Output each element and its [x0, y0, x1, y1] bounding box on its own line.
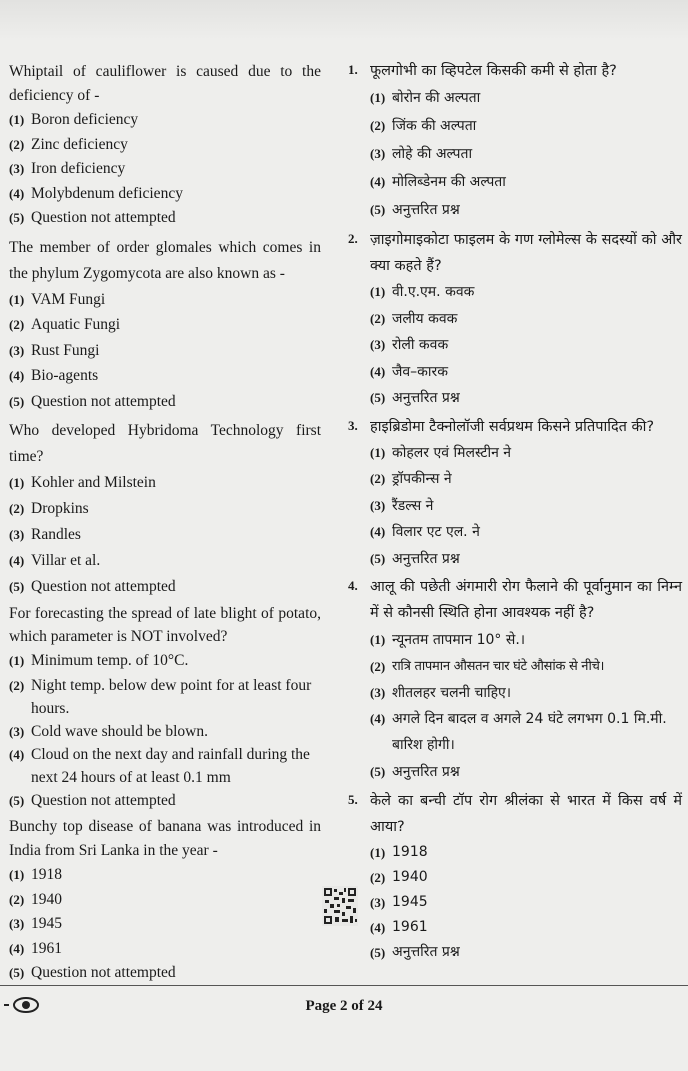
option-5[interactable] — [9, 389, 321, 415]
option-2[interactable] — [9, 133, 321, 158]
option-text: 1945 — [392, 894, 428, 910]
option-text: न्यूनतम तापमान 10° से.। — [392, 632, 526, 648]
question-1-hi — [348, 58, 682, 224]
option-number: (4) — [370, 174, 386, 189]
page-top-shadow — [0, 0, 688, 40]
option-3[interactable] — [348, 680, 682, 706]
option-number: (3) — [370, 895, 386, 910]
option-text: अनुत्तरित प्रश्न — [392, 550, 460, 567]
option-text: VAM Fungi — [31, 290, 106, 308]
option-text: Boron deficiency — [31, 111, 139, 128]
question-stem: Who developed Hybridoma Technology first time? — [9, 422, 321, 465]
option-text: Night temp. below dew point for at least four hours. — [31, 677, 312, 717]
option-text: 1940 — [31, 890, 62, 908]
option-number: (5) — [9, 965, 25, 980]
option-number: (5) — [9, 579, 25, 594]
question-stem: The member of order glomales which comes in the phylum Zygomycota are also known as - — [9, 238, 321, 282]
option-text: रैंडल्स ने — [392, 497, 434, 514]
option-number: (2) — [9, 678, 25, 693]
option-number: (5) — [370, 945, 386, 960]
option-4[interactable] — [9, 937, 321, 962]
option-text: 1961 — [31, 939, 62, 957]
option-text: 1918 — [392, 844, 428, 860]
question-1-en — [9, 60, 321, 231]
option-2[interactable] — [9, 496, 321, 522]
option-number: (2) — [370, 870, 386, 885]
option-text: Zinc deficiency — [31, 135, 128, 153]
option-2[interactable] — [348, 865, 682, 890]
option-text: जलीय कवक — [392, 310, 458, 327]
option-3[interactable] — [348, 493, 682, 520]
english-column — [9, 60, 321, 986]
footer-divider — [0, 985, 688, 986]
option-4[interactable] — [348, 519, 682, 546]
option-5[interactable] — [9, 961, 321, 986]
option-text: ड्रॉपकीन्स ने — [392, 471, 452, 487]
option-3[interactable] — [348, 332, 682, 359]
option-3[interactable] — [9, 338, 321, 364]
option-text: Question not attempted — [31, 792, 176, 809]
option-number: (1) — [370, 444, 386, 460]
option-text: Bio-agents — [31, 367, 99, 384]
option-number: (3) — [9, 161, 25, 176]
option-text: 1945 — [31, 915, 62, 932]
option-4[interactable] — [348, 706, 682, 758]
option-number: (5) — [9, 793, 25, 808]
option-5[interactable] — [348, 758, 682, 786]
option-text: शीतलहर चलनी चाहिए। — [392, 685, 512, 701]
option-number: (3) — [9, 527, 25, 542]
option-1[interactable] — [348, 279, 682, 306]
question-4-hi — [348, 574, 682, 786]
qr-code-icon — [322, 886, 358, 926]
question-5-hi — [348, 788, 682, 965]
option-number: (5) — [370, 202, 386, 217]
option-number: (5) — [370, 390, 386, 405]
question-stem: Bunchy top disease of banana was introduced in India from Sri Lanka in the year - — [9, 818, 321, 859]
question-stem: ज़ाइगोमाइकोटा फाइलम के गण ग्लोमेल्स के सदस्यों को और क्या कहते हैं? — [370, 232, 682, 274]
option-text: अनुत्तरित प्रश्न — [392, 764, 460, 780]
option-number: (1) — [370, 284, 386, 299]
option-text: जिंक की अल्पता — [392, 118, 477, 134]
option-number: (1) — [370, 845, 386, 860]
option-4[interactable] — [9, 743, 321, 789]
option-5[interactable] — [348, 385, 682, 412]
question-2-en — [9, 235, 321, 415]
option-number: (2) — [9, 891, 25, 907]
option-number: (1) — [9, 653, 25, 668]
option-1[interactable] — [9, 863, 321, 888]
option-number: (1) — [9, 291, 25, 307]
option-text: Question not attempted — [31, 964, 176, 981]
option-text: कोहलर एवं मिलस्टीन ने — [392, 444, 512, 461]
option-text: रोली कवक — [392, 337, 449, 353]
option-number: (5) — [9, 393, 25, 409]
option-1[interactable] — [348, 84, 682, 112]
option-number: (2) — [9, 136, 25, 152]
question-stem: Whiptail of cauliflower is caused due to the deficiency of - — [9, 63, 321, 104]
option-3[interactable] — [348, 890, 682, 915]
question-number: 5. — [348, 792, 358, 807]
option-number: (4) — [9, 185, 25, 201]
question-number: 3. — [348, 417, 358, 433]
option-1[interactable] — [9, 287, 321, 313]
option-number: (2) — [370, 310, 386, 326]
option-number: (3) — [370, 497, 386, 513]
option-5[interactable] — [348, 940, 682, 965]
option-1[interactable] — [9, 648, 321, 674]
option-4[interactable] — [348, 168, 682, 196]
option-number: (1) — [9, 867, 25, 882]
option-number: (1) — [370, 632, 386, 647]
option-1[interactable] — [9, 470, 321, 496]
option-4[interactable] — [9, 548, 321, 574]
option-3[interactable] — [9, 522, 321, 548]
option-text: बोरोन की अल्पता — [392, 90, 481, 106]
option-2[interactable] — [9, 312, 321, 338]
question-stem: फूलगोभी का व्हिपटेल किसकी कमी से होता है? — [370, 63, 617, 79]
option-number: (2) — [370, 118, 386, 133]
option-text: लोहे की अल्पता — [392, 146, 473, 162]
question-number: 2. — [348, 231, 358, 246]
option-number: (3) — [370, 146, 386, 161]
option-number: (2) — [9, 317, 25, 332]
question-stem: For forecasting the spread of late blight of potato, which parameter is NOT involved? — [9, 605, 321, 645]
option-text: 1918 — [31, 866, 62, 883]
option-4[interactable] — [348, 359, 682, 386]
option-number: (4) — [9, 368, 25, 383]
option-number: (4) — [9, 940, 25, 956]
question-4-en — [9, 602, 321, 813]
option-number: (1) — [9, 112, 25, 127]
option-text: रात्रि तापमान औसतन चार घंटे औसांक से नीचे। — [392, 659, 605, 674]
option-5[interactable] — [9, 574, 321, 600]
option-text: 1940 — [392, 869, 428, 885]
option-text: जैव–कारक — [392, 363, 449, 380]
option-4[interactable] — [9, 363, 321, 389]
option-1[interactable] — [348, 440, 682, 467]
option-number: (4) — [9, 747, 25, 762]
question-3-en — [9, 418, 321, 600]
option-5[interactable] — [348, 546, 682, 573]
option-text: Iron deficiency — [31, 160, 126, 177]
option-number: (3) — [9, 916, 25, 931]
option-number: (5) — [9, 210, 25, 225]
option-3[interactable] — [348, 140, 682, 168]
option-4[interactable] — [9, 182, 321, 207]
option-text: अनुत्तरित प्रश्न — [392, 202, 460, 218]
question-stem: हाइब्रिडोमा टैक्नोलॉजी सर्वप्रथम किसने प्रतिपादित की? — [370, 418, 655, 435]
option-number: (5) — [370, 764, 386, 779]
option-2[interactable] — [348, 112, 682, 140]
option-number: (2) — [370, 659, 386, 674]
option-text: Dropkins — [31, 500, 89, 517]
option-2[interactable] — [348, 466, 682, 493]
option-text: Kohler and Milstein — [31, 474, 156, 491]
question-2-hi — [348, 227, 682, 412]
question-stem: आलू की पछेती अंगमारी रोग फैलाने की पूर्वानुमान का निम्न में से कौनसी स्थिति होना आवश्यक नहीं है? — [370, 579, 682, 621]
question-3-hi — [348, 414, 682, 573]
option-5[interactable] — [9, 789, 321, 813]
option-number: (3) — [9, 724, 25, 739]
question-number: 1. — [348, 62, 358, 77]
option-number: (1) — [9, 475, 25, 490]
option-2[interactable] — [9, 888, 321, 913]
option-text: Minimum temp. of 10°C. — [31, 652, 189, 669]
option-3[interactable] — [9, 912, 321, 937]
option-2[interactable] — [348, 654, 682, 680]
option-1[interactable] — [348, 626, 682, 654]
option-text: अनुत्तरित प्रश्न — [392, 390, 460, 406]
option-number: (1) — [370, 90, 386, 105]
option-text: अनुत्तरित प्रश्न — [392, 944, 460, 960]
option-text: Rust Fungi — [31, 341, 100, 359]
option-text: अगले दिन बादल व अगले 24 घंटे लगभग 0.1 मि.मी. बारिश होगी। — [392, 711, 667, 753]
option-number: (2) — [9, 501, 25, 516]
option-number: (3) — [9, 342, 25, 358]
option-text: Question not attempted — [31, 578, 176, 595]
option-text: Question not attempted — [31, 209, 176, 226]
option-number: (4) — [9, 553, 25, 568]
question-5-en — [9, 815, 321, 986]
option-text: मोलिब्डेनम की अल्पता — [392, 174, 506, 190]
option-text: Cold wave should be blown. — [31, 723, 208, 740]
question-number: 4. — [348, 578, 358, 593]
option-text: Aquatic Fungi — [31, 316, 121, 333]
option-5[interactable] — [348, 196, 682, 224]
option-text: Question not attempted — [31, 392, 176, 410]
option-number: (4) — [370, 920, 386, 935]
option-3[interactable] — [9, 720, 321, 743]
option-1[interactable] — [9, 108, 321, 133]
option-number: (2) — [370, 471, 386, 486]
option-2[interactable] — [9, 674, 321, 720]
option-3[interactable] — [9, 157, 321, 182]
option-1[interactable] — [348, 840, 682, 865]
question-stem: केले का बन्ची टॉप रोग श्रीलंका से भारत में किस वर्ष में आया? — [370, 793, 682, 835]
option-text: वी.ए.एम. कवक — [392, 284, 475, 300]
option-text: Randles — [31, 526, 81, 543]
option-text: Villar et al. — [31, 552, 101, 569]
option-text: विलार एट एल. ने — [392, 524, 480, 540]
page-number: Page 2 of 24 — [305, 998, 383, 1014]
option-number: (4) — [370, 363, 386, 379]
option-text: Molybdenum deficiency — [31, 184, 183, 202]
option-text: 1961 — [392, 919, 428, 935]
option-number: (4) — [370, 711, 386, 726]
option-4[interactable] — [348, 915, 682, 940]
option-5[interactable] — [9, 206, 321, 231]
option-number: (4) — [370, 524, 386, 539]
option-text: Cloud on the next day and rainfall during the next 24 hours of at least 0.1 mm — [31, 746, 310, 786]
option-number: (3) — [370, 337, 386, 352]
hindi-column — [348, 58, 682, 965]
option-number: (3) — [370, 685, 386, 700]
option-2[interactable] — [348, 306, 682, 333]
option-number: (5) — [370, 550, 386, 566]
